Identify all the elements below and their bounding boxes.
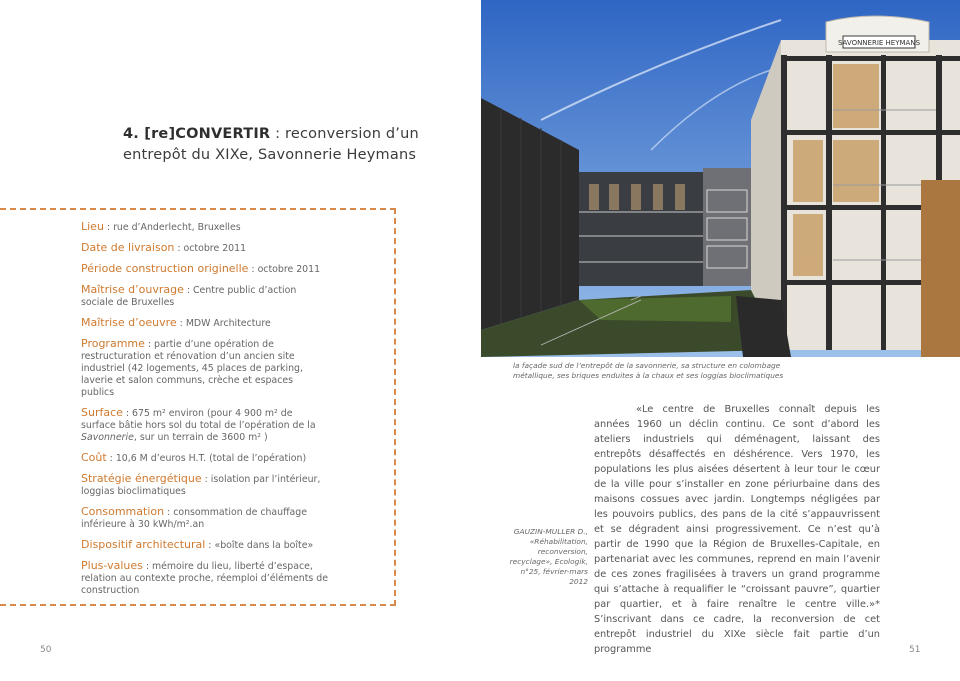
field-value-emphasis: Savonnerie — [81, 432, 134, 443]
field-value-end: , sur un terrain de 3600 m² ) — [133, 432, 268, 443]
wood-cladding — [921, 180, 960, 357]
body-text — [594, 402, 880, 657]
field-label: Période construction originelle — [81, 262, 249, 275]
field-value: 675 m² environ (pour 4 900 m² de surface bâtie hors sol du total de l’opération de la — [81, 408, 316, 431]
field-programme: Programme : partie d’une opération de restructuration et rénovation d’un ancien site industriel (42 logements, 45 places de parking, laverie et salon communs, crèche et espaces publics — [81, 337, 303, 398]
field-label: Dispositif architectural — [81, 538, 206, 551]
field-label: Date de livraison — [81, 241, 175, 254]
section-title — [123, 124, 423, 166]
field-value: isolation par l’intérieur, loggias bioclimatiques — [81, 474, 321, 497]
building-photo — [481, 0, 960, 357]
page-number-left: 50 — [40, 645, 52, 655]
field-value: MDW Architecture — [185, 318, 271, 329]
field-value: octobre 2011 — [183, 243, 247, 254]
sign-text: SAVONNERIE HEYMANS — [837, 39, 921, 47]
field-label: Plus-values — [81, 559, 143, 572]
field-periode-construction: Période construction originelle : octobre 2011 — [81, 262, 321, 275]
field-value: consommation de chauffage inférieure à 30 kWh/m².an — [81, 507, 308, 530]
field-label: Stratégie énergétique — [81, 472, 202, 485]
field-label: Lieu — [81, 220, 104, 233]
field-date-livraison: Date de livraison : octobre 2011 — [81, 241, 247, 254]
section-title-text: : reconversion d’un entrepôt du XIXe, Savonnerie Heymans — [123, 126, 419, 163]
project-info-list — [81, 221, 329, 605]
field-value: partie d’une opération de restructuration et rénovation d’un ancien site industriel (42 logements, 45 places de parking, laverie et salon communs, crèche et espaces publics — [81, 339, 303, 398]
section-title-number: 4. [re]CONVERTIR — [123, 126, 271, 142]
field-strategie-energetique: Stratégie énergétique : isolation par l’intérieur, loggias bioclimatiques — [81, 472, 321, 497]
field-value: 10,6 M d’euros H.T. (total de l’opération) — [115, 453, 307, 464]
field-value: octobre 2011 — [257, 264, 321, 275]
field-surface: Surface : 675 m² environ (pour 4 900 m² de surface bâtie hors sol du total de l’opération de la Savonnerie, sur un terrain de 3600 m² ) — [81, 406, 316, 443]
field-label: Consommation — [81, 505, 165, 518]
field-plus-values: Plus-values : mémoire du lieu, liberté d’espace, relation au contexte proche, réemploi d’éléments de construction — [81, 559, 328, 596]
field-value: rue d’Anderlecht, Bruxelles — [113, 222, 241, 233]
field-value: Centre public d’action sociale de Bruxelles — [81, 285, 297, 308]
field-maitrise-ouvrage: Maîtrise d’ouvrage : Centre public d’action sociale de Bruxelles — [81, 283, 297, 308]
field-dispositif-architectural: Dispositif architectural : «boîte dans la boîte» — [81, 538, 314, 551]
page-number-right: 51 — [909, 645, 921, 655]
photo-caption: la façade sud de l’entrepôt de la savonnerie, sa structure en colombage métallique, ses briques enduites à la chaux et ses loggias bioclimatiques — [513, 361, 784, 380]
field-cout: Coût : 10,6 M d’euros H.T. (total de l’opération) — [81, 451, 307, 464]
field-label: Programme — [81, 337, 145, 350]
field-consommation: Consommation : consommation de chauffage inférieure à 30 kWh/m².an — [81, 505, 308, 530]
field-value: «boîte dans la boîte» — [214, 540, 314, 551]
field-maitrise-oeuvre: Maîtrise d’oeuvre : MDW Architecture — [81, 316, 271, 329]
field-label: Coût — [81, 451, 107, 464]
body-paragraph: «Le centre de Bruxelles connaît depuis les années 1960 un déclin continu. Ce sont d’abord les ateliers industriels qui déménagent, laissant des entrepôts désaffectés en déshérence. Vers 1970, les populations les plus aisées désertent à leur tour le cœur de la ville pour s’installer en zone périurbaine dans des maisons cossues avec jardin. Longtemps négligées par les pouvoirs publics, des pans de la cité s’appauvrissent et se dégradent ainsi progressivement. Ce n’est qu’à partir de 1990 que la Région de Bruxelles-Capitale, en partenariat avec les communes, reprend en main l’avenir de ces zones fragilisées à travers un grand programme qui s’attache à requalifier le “croissant pauvre”, quartier par quartier, et à faire renaître le centre ville.»* S’inscrivant dans ce cadre, la reconversion de cet entrepôt industriel du XIXe siècle fait partie d’un programme — [594, 404, 880, 655]
field-label: Maîtrise d’oeuvre — [81, 316, 177, 329]
field-lieu: Lieu : rue d’Anderlecht, Bruxelles — [81, 220, 241, 233]
citation-reference: GAUZIN-MULLER D., «Réhabilitation, reconversion, recyclage», Ecologik, n°25, février-mars 2012 — [509, 527, 588, 586]
field-label: Maîtrise d’ouvrage — [81, 283, 184, 296]
field-value: mémoire du lieu, liberté d’espace, relation au contexte proche, réemploi d’éléments de construction — [81, 561, 328, 596]
field-label: Surface — [81, 406, 123, 419]
